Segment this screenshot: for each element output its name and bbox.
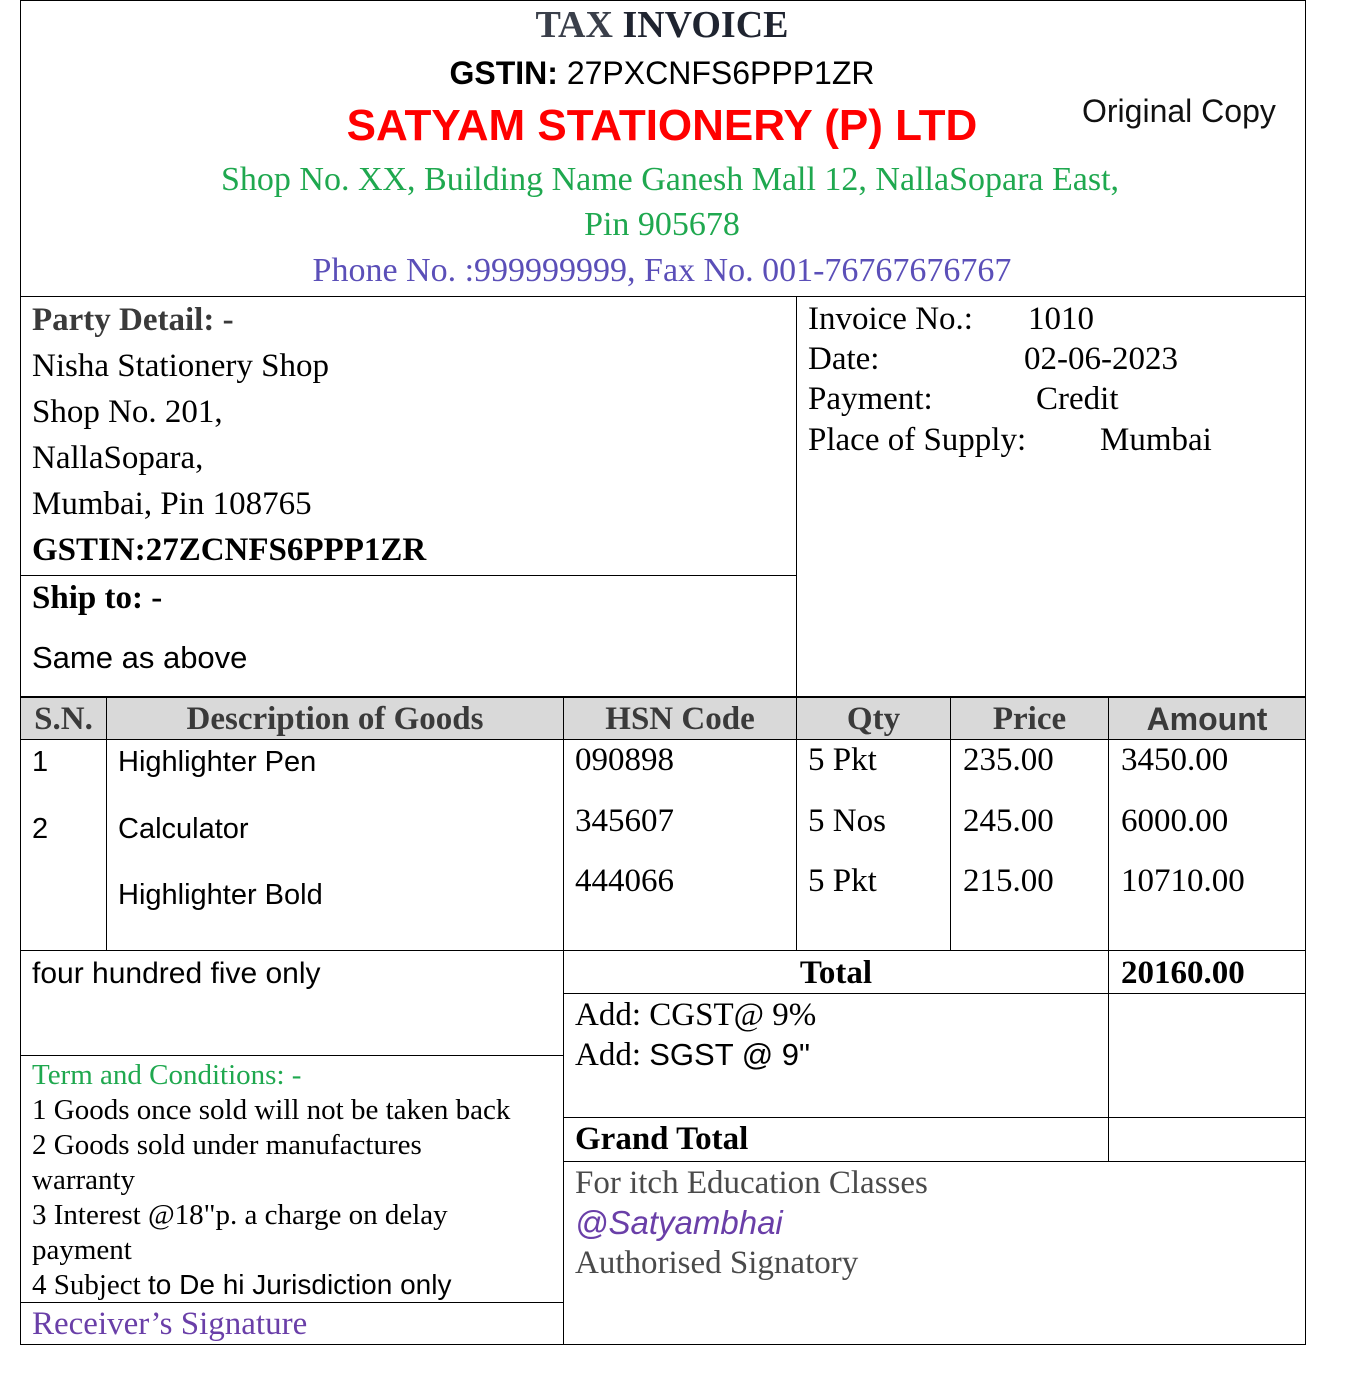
table-cell-price: 235.00 <box>963 742 1054 778</box>
amount-in-words: four hundred five only <box>32 957 321 990</box>
terms-item: payment <box>32 1234 132 1266</box>
terms-item: 2 Goods sold under manufactures <box>32 1129 422 1161</box>
party-address-1: Shop No. 201, <box>32 394 223 430</box>
terms-item <box>32 1268 451 1302</box>
receiver-signature: Receiver’s Signature <box>32 1306 308 1342</box>
invoice-no-value: 1010 <box>1028 301 1094 337</box>
invoice-title-invoice: INVOICE <box>622 4 789 46</box>
table-cell-amount: 3450.00 <box>1121 742 1229 778</box>
signatory-for: For itch Education Classes <box>575 1165 928 1201</box>
total-label: Total <box>799 955 873 991</box>
company-name: SATYAM STATIONERY (P) LTD <box>346 101 978 150</box>
table-cell-description: Calculator <box>118 813 249 845</box>
col-header-description: Description of Goods <box>186 701 484 737</box>
terms-title: Term and Conditions: - <box>32 1059 302 1091</box>
table-cell-price: 245.00 <box>963 803 1054 839</box>
table-cell-amount: 6000.00 <box>1121 803 1229 839</box>
payment-value: Credit <box>1036 381 1119 417</box>
supply-value: Mumbai <box>1100 422 1212 458</box>
col-header-price: Price <box>992 701 1067 737</box>
table-cell-amount: 10710.00 <box>1121 863 1245 899</box>
table-cell-hsn: 090898 <box>575 742 674 778</box>
table-cell-qty: 5 Pkt <box>808 742 877 778</box>
ship-label: Ship to: - <box>32 580 163 616</box>
signatory-handle: @Satyambhai <box>575 1204 783 1241</box>
party-address-2: NallaSopara, <box>32 440 204 476</box>
invoice-no-label: Invoice No.: <box>808 301 973 337</box>
table-cell-qty: 5 Pkt <box>808 863 877 899</box>
table-cell-hsn: 444066 <box>575 863 674 899</box>
col-header-hsn: HSN Code <box>605 701 755 737</box>
terms-item: 3 Interest @18"p. a charge on delay <box>32 1199 448 1231</box>
table-cell-sn: 2 <box>32 813 49 845</box>
table-cell-hsn: 345607 <box>575 803 674 839</box>
terms-item: 1 Goods once sold will not be taken back <box>32 1094 511 1126</box>
payment-label: Payment: <box>808 381 933 417</box>
table-cell-description: Highlighter Bold <box>118 879 323 911</box>
date-label: Date: <box>808 341 880 377</box>
invoice-title-tax: TAX <box>535 4 613 46</box>
company-gstin-label: GSTIN: <box>449 55 558 91</box>
party-label: Party Detail: - <box>32 302 234 338</box>
party-address-3: Mumbai, Pin 108765 <box>32 486 312 522</box>
party-name: Nisha Stationery Shop <box>32 348 329 384</box>
terms-item-prefix: 4 Subject <box>32 1269 141 1301</box>
party-gstin: GSTIN:27ZCNFS6PPP1ZR <box>32 532 427 568</box>
company-address-line1: Shop No. XX, Building Name Ganesh Mall 12, NallaSopara East, <box>220 161 1120 198</box>
supply-label: Place of Supply: <box>808 422 1027 458</box>
grand-total-label: Grand Total <box>575 1121 749 1157</box>
date-value: 02-06-2023 <box>1024 341 1178 377</box>
table-cell-price: 215.00 <box>963 863 1054 899</box>
terms-item-rest: to De hi Jurisdiction only <box>148 1269 452 1300</box>
col-header-qty: Qty <box>846 701 901 737</box>
copy-label: Original Copy <box>1082 93 1276 129</box>
company-gstin <box>0 54 1324 92</box>
table-cell-qty: 5 Nos <box>808 803 886 839</box>
table-cell-description: Highlighter Pen <box>118 746 317 778</box>
terms-item: warranty <box>32 1164 136 1196</box>
invoice-title <box>0 4 1324 46</box>
ship-value: Same as above <box>32 640 248 675</box>
sgst-prefix: Add: <box>575 1037 641 1073</box>
signatory-label: Authorised Signatory <box>575 1245 859 1281</box>
company-address-line2: Pin 905678 <box>584 206 740 243</box>
table-cell-sn: 1 <box>32 746 49 778</box>
company-gstin-value: 27PXCNFS6PPP1ZR <box>566 55 875 91</box>
col-header-sn: S.N. <box>34 701 93 737</box>
cgst-line: Add: CGST@ 9% <box>575 997 817 1033</box>
total-value: 20160.00 <box>1121 955 1245 991</box>
col-header-amount: Amount <box>1146 701 1268 737</box>
sgst-line <box>575 1035 810 1075</box>
company-contact: Phone No. :999999999, Fax No. 001-76767676767 <box>312 252 1012 289</box>
sgst-rest: SGST @ 9" <box>649 1037 811 1072</box>
